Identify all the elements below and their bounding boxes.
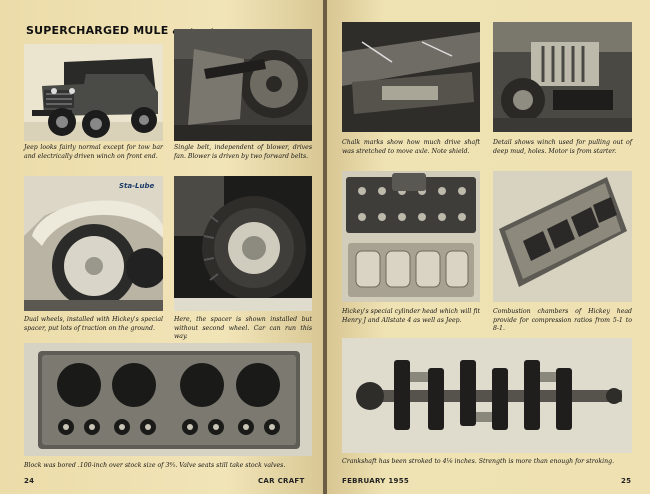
- caption-crankshaft: Crankshaft has been stroked to 4⅙ inches. Strength is more than enough for stroking.: [342, 458, 615, 465]
- photo-crankshaft: [342, 338, 632, 453]
- engine-block-illustration: [24, 343, 312, 456]
- combustion-chambers-illustration: [493, 171, 632, 302]
- engine-belt-illustration: [174, 29, 312, 141]
- photo-dual-wheels: [24, 176, 163, 311]
- crankshaft-illustration: [342, 338, 632, 453]
- caption-cylinder-head: Hickey's special cylinder head which will fit Henry J and Allstate 4 as well as Jeep.: [342, 308, 480, 324]
- issue-date: FEBRUARY 1955: [342, 477, 410, 485]
- photo-engine-block: [24, 343, 312, 456]
- magazine-name: CAR CRAFT: [258, 477, 305, 485]
- photo-jeep: [24, 44, 163, 141]
- photo-spacer: [174, 176, 312, 311]
- caption-combustion-chambers: Combustion chambers of Hickey head provide for compression ratios from 5-1 to 8-1.: [493, 308, 632, 333]
- right-page: [327, 0, 650, 494]
- caption-jeep: Jeep looks fairly normal except for tow bar and electrically driven winch on front end.: [24, 144, 163, 160]
- photo-belt: [174, 29, 312, 141]
- photo-cylinder-head: [342, 171, 480, 302]
- caption-drive-shaft: Chalk marks show how much drive shaft was stretched to move axle. Note shield.: [342, 139, 480, 155]
- drive-shaft-illustration: [342, 22, 480, 132]
- photo-drive-shaft: [342, 22, 480, 132]
- cylinder-head-illustration: [342, 171, 480, 302]
- jeep-illustration: [24, 44, 163, 141]
- winch-illustration: [493, 22, 632, 132]
- caption-spacer: Here, the spacer is shown installed but without second wheel. Car can run this way.: [174, 316, 312, 341]
- caption-engine-block: Block was bored .100-inch over stock size of 3⅘. Valve seats still take stock valves.: [24, 462, 286, 469]
- right-page-number: 25: [621, 477, 632, 485]
- left-page: [0, 0, 323, 494]
- caption-belt: Single belt, independent of blower, drives fan. Blower is driven by two forward belts.: [174, 144, 312, 160]
- caption-dual-wheels: Dual wheels, installed with Hickey's special spacer, put lots of traction on the ground.: [24, 316, 163, 332]
- spacer-wheel-illustration: [174, 176, 312, 311]
- caption-winch: Detail shows winch used for pulling out of deep mud, holes. Motor is from starter.: [493, 139, 632, 155]
- dual-wheels-illustration: [24, 176, 163, 311]
- photo-combustion-chambers: [493, 171, 632, 302]
- left-page-number: 24: [24, 477, 35, 485]
- photo-winch: [493, 22, 632, 132]
- title-text: SUPERCHARGED MULE: [26, 24, 169, 37]
- tire-brand-logo: Sta-Lube: [119, 182, 155, 190]
